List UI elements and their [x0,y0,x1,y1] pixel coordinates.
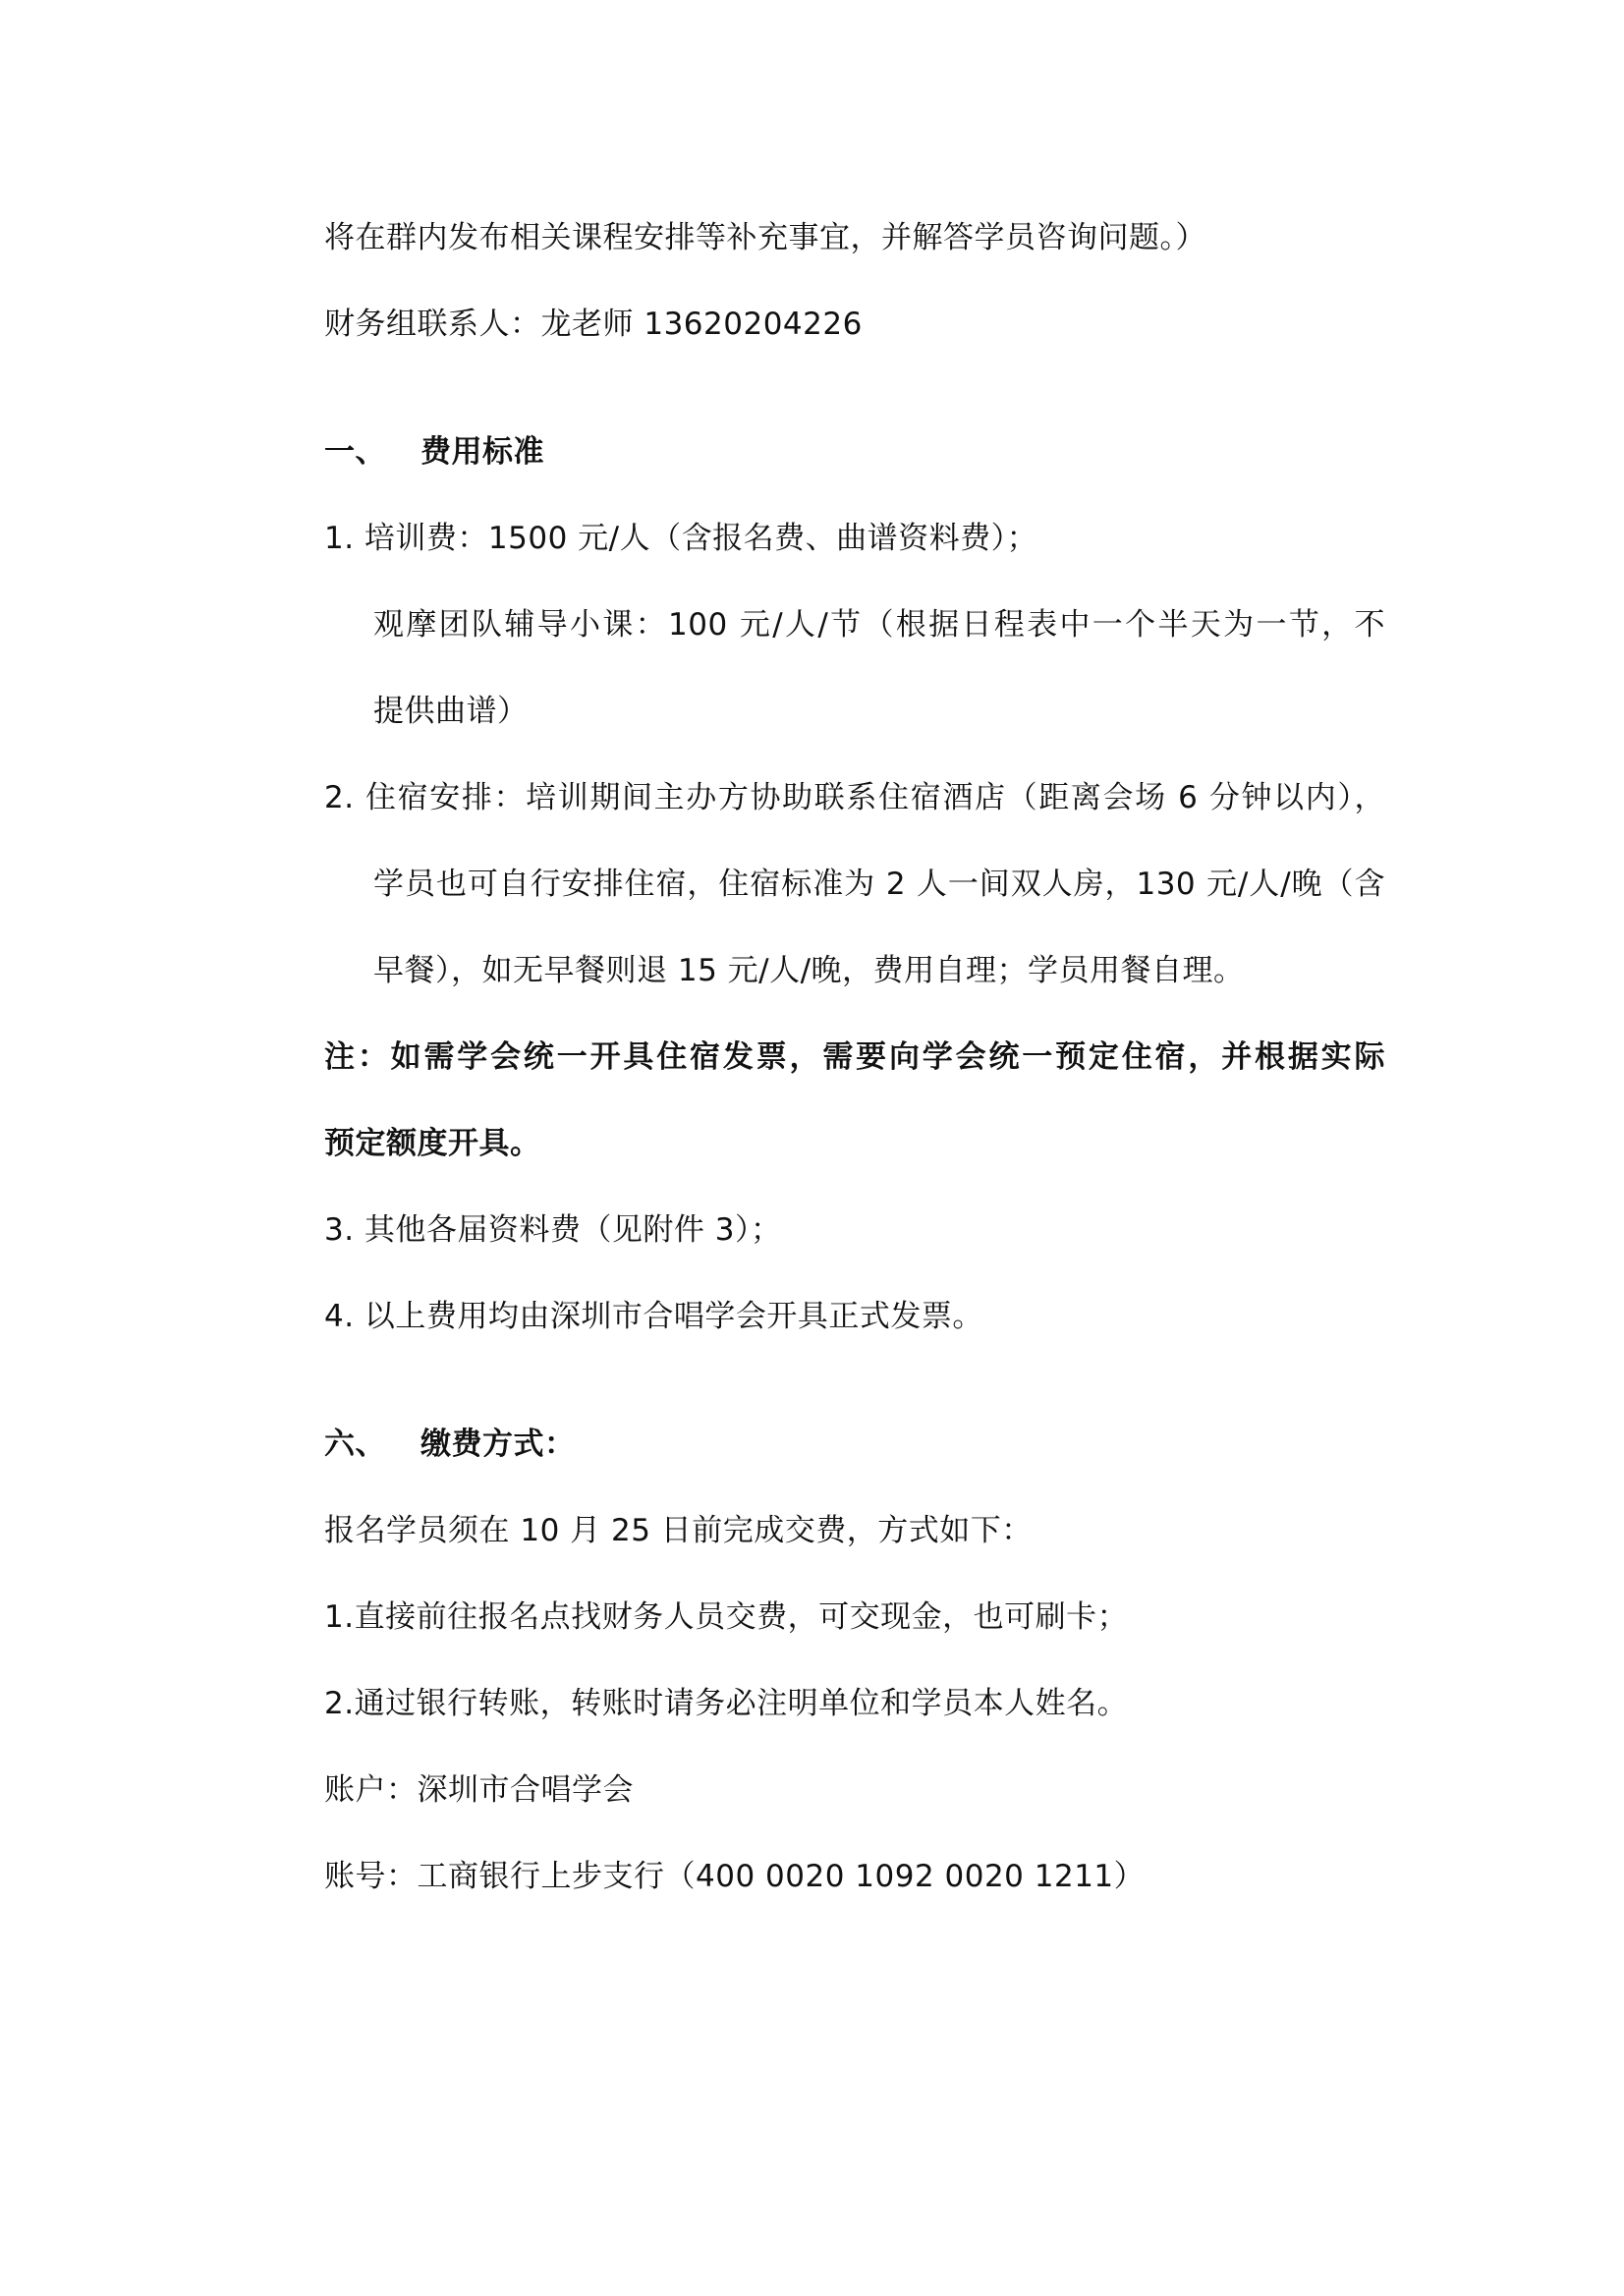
fee-item-2: 2. 住宿安排：培训期间主办方协助联系住宿酒店（距离会场 6 分钟以内）， [324,780,1385,815]
section-fee-title: 费用标准 [420,434,544,470]
fee-item-4: 4. 以上费用均由深圳市合唱学会开具正式发票。 [324,1299,983,1334]
note-line-2: 预定额度开具。 [324,1126,541,1161]
section-fee-heading [324,432,544,472]
fee-item-1: 1. 培训费：1500 元/人（含报名费、曲谱资料费）； [324,521,1038,556]
account-name: 账户：深圳市合唱学会 [324,1772,634,1808]
continuation-line: 将在群内发布相关课程安排等补充事宜，并解答学员咨询问题。） [324,220,1206,255]
payment-intro: 报名学员须在 10 月 25 日前完成交费，方式如下： [324,1513,1033,1548]
payment-method-2: 2.通过银行转账，转账时请务必注明单位和学员本人姓名。 [324,1686,1129,1721]
fee-item-2-cont: 学员也可自行安排住宿，住宿标准为 2 人一间双人房，130 元/人/晚（含 [373,867,1385,902]
fee-item-3: 3. 其他各届资料费（见附件 3）； [324,1212,782,1248]
section-payment-number: 六、 [324,1427,386,1462]
fee-item-1-sub: 观摩团队辅导小课：100 元/人/节（根据日程表中一个半天为一节，不 [373,607,1385,643]
account-number: 账号：工商银行上步支行（400 0020 1092 0020 1211） [324,1859,1146,1894]
finance-contact-line: 财务组联系人：龙老师 13620204226 [324,307,863,342]
section-payment-heading [324,1425,576,1464]
fee-item-1-sub-cont: 提供曲谱） [373,694,529,729]
section-fee-number: 一、 [324,434,386,470]
section-payment-title: 缴费方式： [420,1427,576,1462]
fee-item-2-cont-2: 早餐），如无早餐则退 15 元/人/晚，费用自理；学员用餐自理。 [373,953,1245,988]
payment-method-1: 1.直接前往报名点找财务人员交费，可交现金，也可刷卡； [324,1599,1129,1635]
note-line-1: 注：如需学会统一开具住宿发票，需要向学会统一预定住宿，并根据实际 [324,1039,1385,1075]
